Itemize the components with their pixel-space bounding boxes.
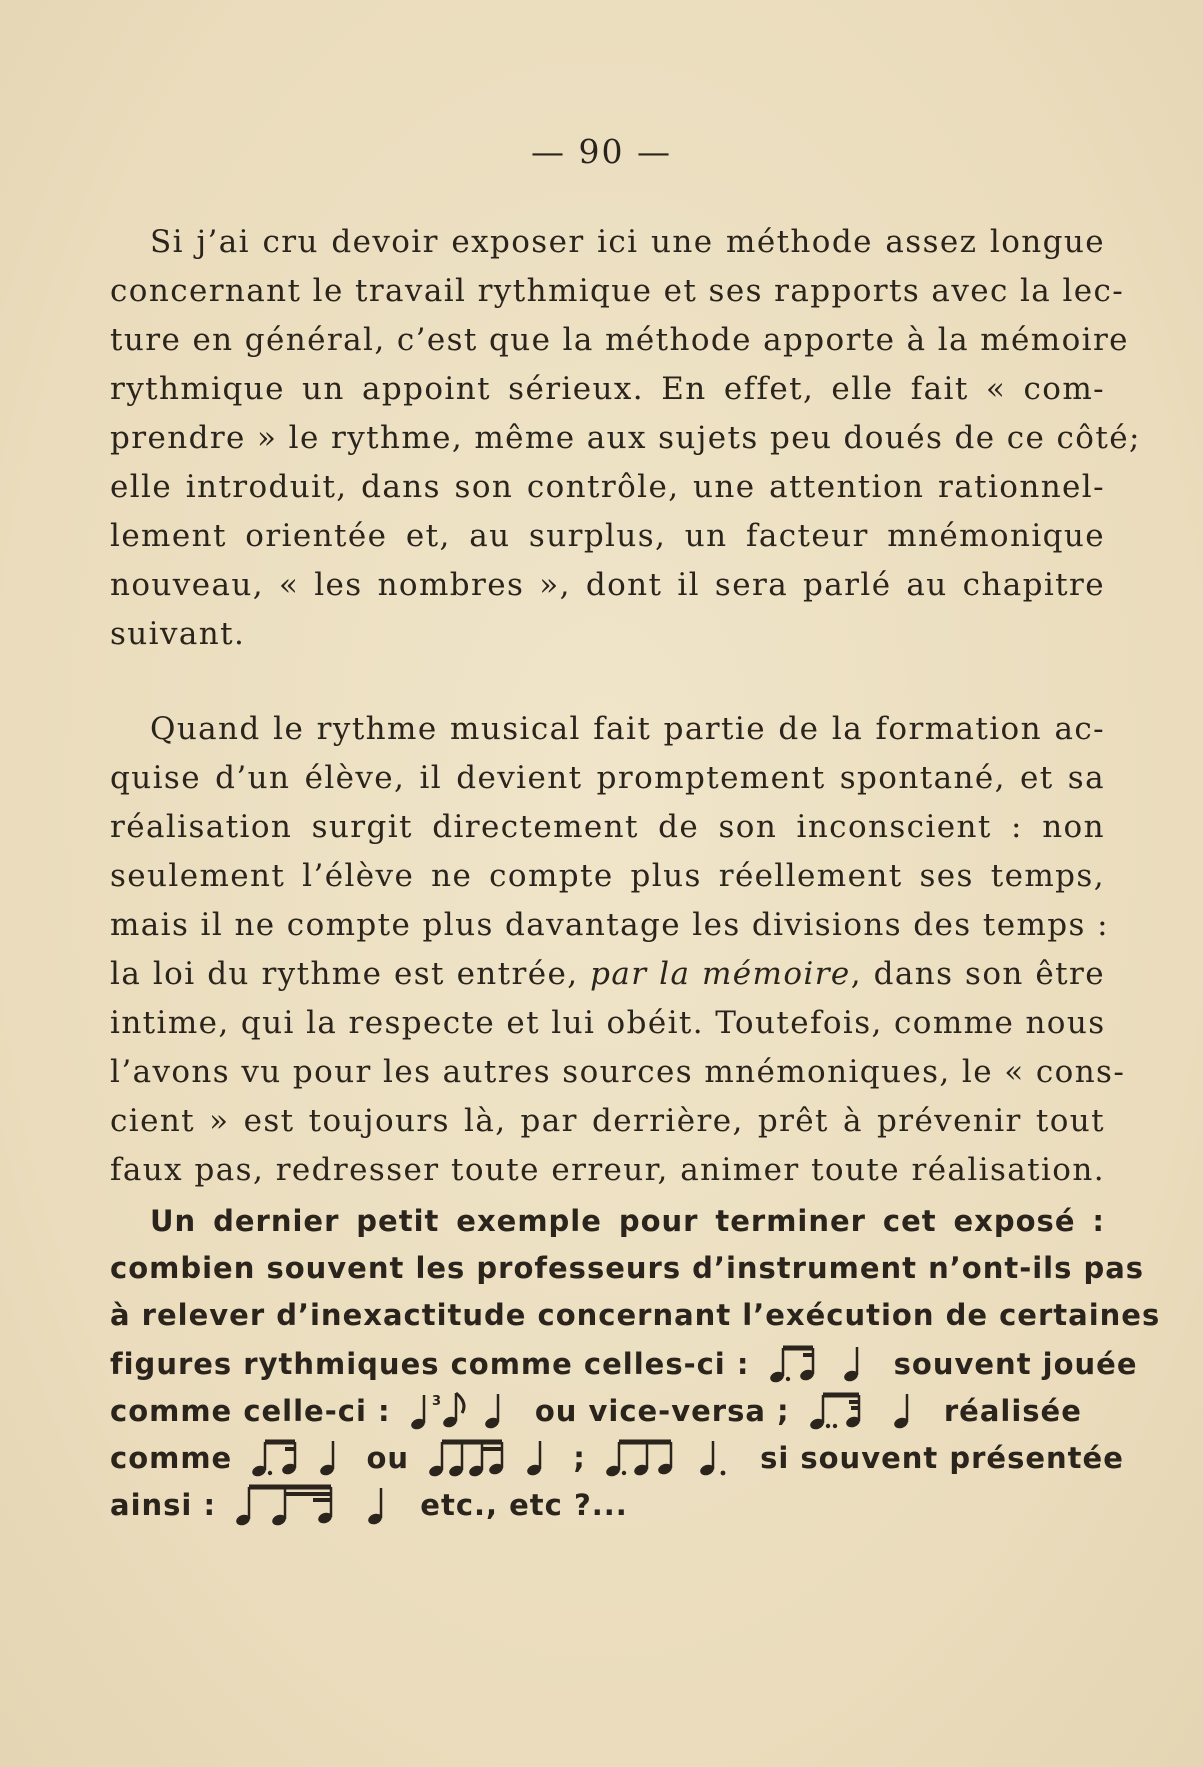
- text-segment: figures rythmiques comme celles-ci :: [110, 1346, 750, 1381]
- text-line: cient » est toujours là, par derrière, prêt à prévenir tout: [110, 1103, 1105, 1139]
- page-number: — 90 —: [531, 132, 672, 171]
- text-line: ture en général, c’est que la méthode apporte à la mémoire: [110, 322, 1129, 358]
- svg-text:3: 3: [431, 1394, 442, 1409]
- text-line: lement orientée et, au surplus, un facteur mnémonique: [110, 518, 1105, 554]
- paragraph-2: [110, 705, 1126, 1195]
- text-line: à relever d’inexactitude concernant l’exécution de certaines: [110, 1298, 1161, 1332]
- paragraph-1: [110, 218, 1141, 659]
- four-note-beamed-notation: [426, 1436, 556, 1480]
- text-line: mais il ne compte plus davantage les divisions des temps :: [110, 907, 1109, 943]
- text-line: concernant le travail rythmique et ses rapports avec la lec-: [110, 273, 1125, 309]
- paragraph-3: [110, 1198, 1161, 1527]
- rhythm-line: [110, 1433, 1124, 1480]
- text-segment: comme: [110, 1440, 233, 1475]
- text-line: suivant.: [110, 616, 246, 652]
- text-line-with-italic: [110, 950, 1105, 999]
- double-dotted-notation: [807, 1389, 927, 1433]
- text-segment: ou vice-versa ;: [534, 1393, 790, 1428]
- text-segment: ;: [573, 1440, 586, 1475]
- text-line: elle introduit, dans son contrôle, une attention rationnel-: [110, 469, 1105, 505]
- text-segment: souvent jouée: [893, 1346, 1138, 1381]
- rhythm-line: [110, 1386, 1105, 1433]
- dotted-eighth-sixteenth-quarter-notation: [767, 1342, 877, 1386]
- text-segment: ou: [366, 1440, 410, 1475]
- text-line: faux pas, redresser toute erreur, animer toute réalisation.: [110, 1152, 1105, 1188]
- text-line: Quand le rythme musical fait partie de la formation ac-: [150, 711, 1105, 747]
- text-line: Si j’ai cru devoir exposer ici une méthode assez longue: [150, 224, 1105, 260]
- text-line: nouveau, « les nombres », dont il sera parlé au chapitre: [110, 567, 1105, 603]
- rhythm-line: [110, 1339, 1138, 1386]
- dotted-triplet-dotted-quarter-notation: [603, 1436, 743, 1480]
- text-line: intime, qui la respecte et lui obéit. Toutefois, comme nous: [110, 1005, 1106, 1041]
- text-line: prendre » le rythme, même aux sujets peu doués de ce côté;: [110, 420, 1141, 456]
- text-line: Un dernier petit exemple pour terminer cet exposé :: [150, 1204, 1105, 1238]
- text-line: l’avons vu pour les autres sources mnémoniques, le « cons-: [110, 1054, 1126, 1090]
- text-segment: la loi du rythme est entrée,: [110, 956, 591, 992]
- dotted-pair-quarter-notation: [249, 1436, 349, 1480]
- text-segment: si souvent présentée: [760, 1440, 1124, 1475]
- text-segment: comme celle-ci :: [110, 1393, 391, 1428]
- text-line: combien souvent les professeurs d’instrument n’ont-ils pas: [110, 1251, 1145, 1285]
- text-segment: etc., etc ?...: [420, 1487, 628, 1522]
- text-line: rythmique un appoint sérieux. En effet, elle fait « com-: [110, 371, 1105, 407]
- text-segment: réalisée: [943, 1393, 1082, 1428]
- italic-phrase: par la mémoire: [590, 956, 851, 992]
- triplet-quarter-eighth-notation: [408, 1389, 518, 1433]
- text-segment: ainsi :: [110, 1487, 217, 1522]
- rhythm-line: [110, 1480, 1105, 1527]
- text-line: seulement l’élève ne compte plus réellement ses temps,: [110, 858, 1105, 894]
- text-line: réalisation surgit directement de son inconscient : non: [110, 809, 1105, 845]
- text-line: quise d’un élève, il devient promptement spontané, et sa: [110, 760, 1105, 796]
- three-note-beamed-quarter-notation: [233, 1481, 403, 1529]
- text-segment: , dans son être: [850, 956, 1106, 992]
